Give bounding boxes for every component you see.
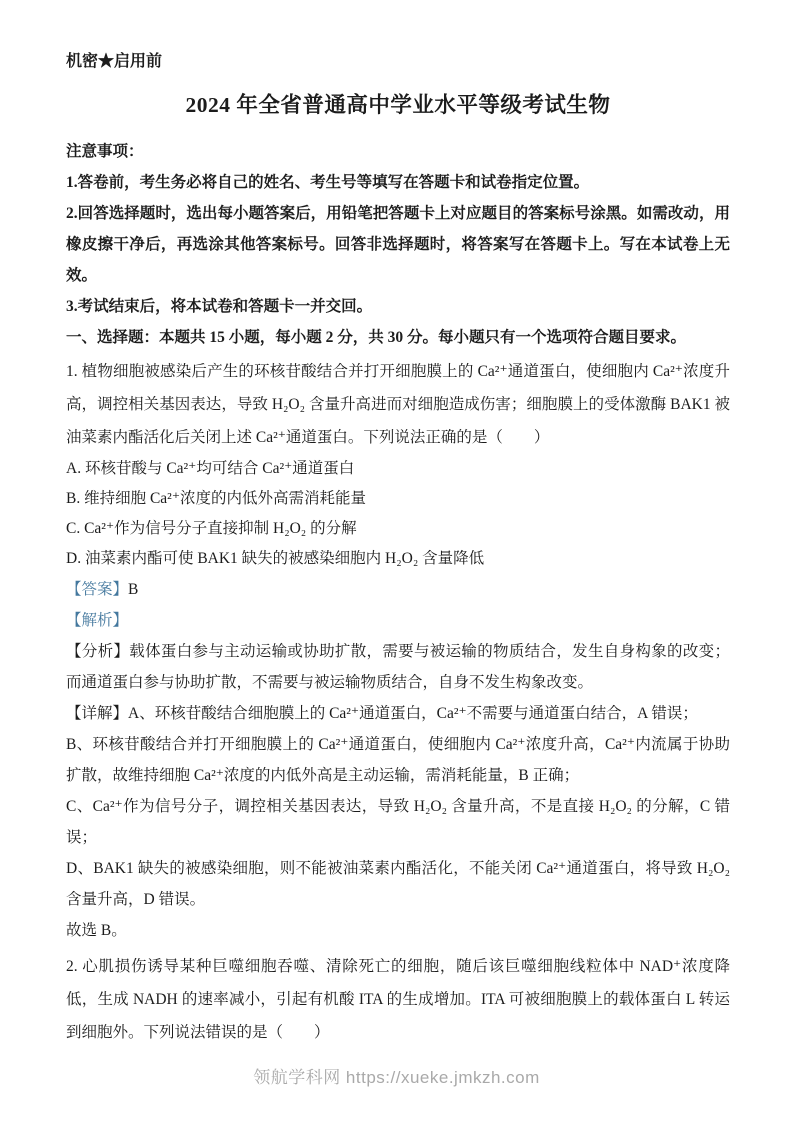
analysis-heading-row — [66, 605, 730, 636]
notice-item: 3.考试结束后，将本试卷和答题卡一并交回。 — [66, 298, 373, 315]
notice-heading: 注意事项： — [66, 143, 144, 160]
question-1-option-d: D. 油菜素内酯可使 BAK1 缺失的被感染细胞内 H₂O₂ 含量降低 — [66, 550, 485, 567]
answer-row — [66, 574, 730, 605]
explanation-conclusion: 故选 B。 — [66, 922, 127, 939]
question-1-option-b: B. 维持细胞 Ca²⁺浓度的内低外高需消耗能量 — [66, 490, 367, 507]
analysis-paragraph: 【分析】载体蛋白参与主动运输或协助扩散，需要与被运输的物质结合，发生自身构象的改变；而通道蛋白参与协助扩散，不需要与被运输物质结合，自身不发生构象改变。 — [66, 643, 730, 691]
question-1-option-a: A. 环核苷酸与 Ca²⁺均可结合 Ca²⁺通道蛋白 — [66, 460, 355, 477]
page-title: 2024 年全省普通高中学业水平等级考试生物 — [185, 93, 611, 117]
classification-label: 机密★启用前 — [66, 53, 163, 70]
footer-credit: 领航学科网 https://xueke.jmkzh.com — [253, 1068, 540, 1087]
notice-item: 2.回答选择题时，选出每小题答案后，用铅笔把答题卡上对应题目的答案标号涂黑。如需改动，用橡皮擦干净后，再选涂其他答案标号。回答非选择题时，将答案写在答题卡上。写在本试卷上无效。 — [66, 205, 730, 284]
analysis-heading-label: 【解析】 — [66, 612, 129, 629]
question-1-stem: 1. 植物细胞被感染后产生的环核苷酸结合并打开细胞膜上的 Ca²⁺通道蛋白，使细胞内 Ca²⁺浓度升高，调控相关基因表达，导致 H₂O₂ 含量升高进而对细胞造成伤害；细胞膜上的受体激酶 BAK1 被油菜素内酯活化后关闭上述 Ca²⁺通道蛋白。下列说法正确的是（ ） — [66, 363, 730, 446]
answer-value: B — [128, 581, 139, 598]
explanation-paragraph-d: D、BAK1 缺失的被感染细胞，则不能被油菜素内酯活化，不能关闭 Ca²⁺通道蛋白，将导致 H₂O₂ 含量升高，D 错误。 — [66, 860, 730, 908]
question-1-option-c: C. Ca²⁺作为信号分子直接抑制 H₂O₂ 的分解 — [66, 520, 357, 537]
explanation-paragraph-b: B、环核苷酸结合并打开细胞膜上的 Ca²⁺通道蛋白，使细胞内 Ca²⁺浓度升高，Ca²⁺内流属于协助扩散，故维持细胞 Ca²⁺浓度的内低外高是主动运输，需消耗能量，B 正确； — [66, 736, 730, 784]
question-2-stem: 2. 心肌损伤诱导某种巨噬细胞吞噬、清除死亡的细胞，随后该巨噬细胞线粒体中 NAD⁺浓度降低，生成 NADH 的速率减小，引起有机酸 ITA 的生成增加。ITA 可被细胞膜上的载体蛋白 L 转运到细胞外。下列说法错误的是（ ） — [66, 958, 730, 1041]
explanation-paragraph-a: 【详解】A、环核苷酸结合细胞膜上的 Ca²⁺通道蛋白，Ca²⁺不需要与通道蛋白结合，A 错误； — [66, 705, 698, 722]
section-header: 一、选择题：本题共 15 小题，每小题 2 分，共 30 分。每小题只有一个选项符合题目要求。 — [66, 329, 687, 346]
explanation-paragraph-c: C、Ca²⁺作为信号分子，调控相关基因表达，导致 H₂O₂ 含量升高，不是直接 H₂O₂ 的分解，C 错误； — [66, 798, 730, 846]
notice-item: 1.答卷前，考生务必将自己的姓名、考生号等填写在答题卡和试卷指定位置。 — [66, 174, 590, 191]
answer-label: 【答案】 — [66, 581, 129, 598]
